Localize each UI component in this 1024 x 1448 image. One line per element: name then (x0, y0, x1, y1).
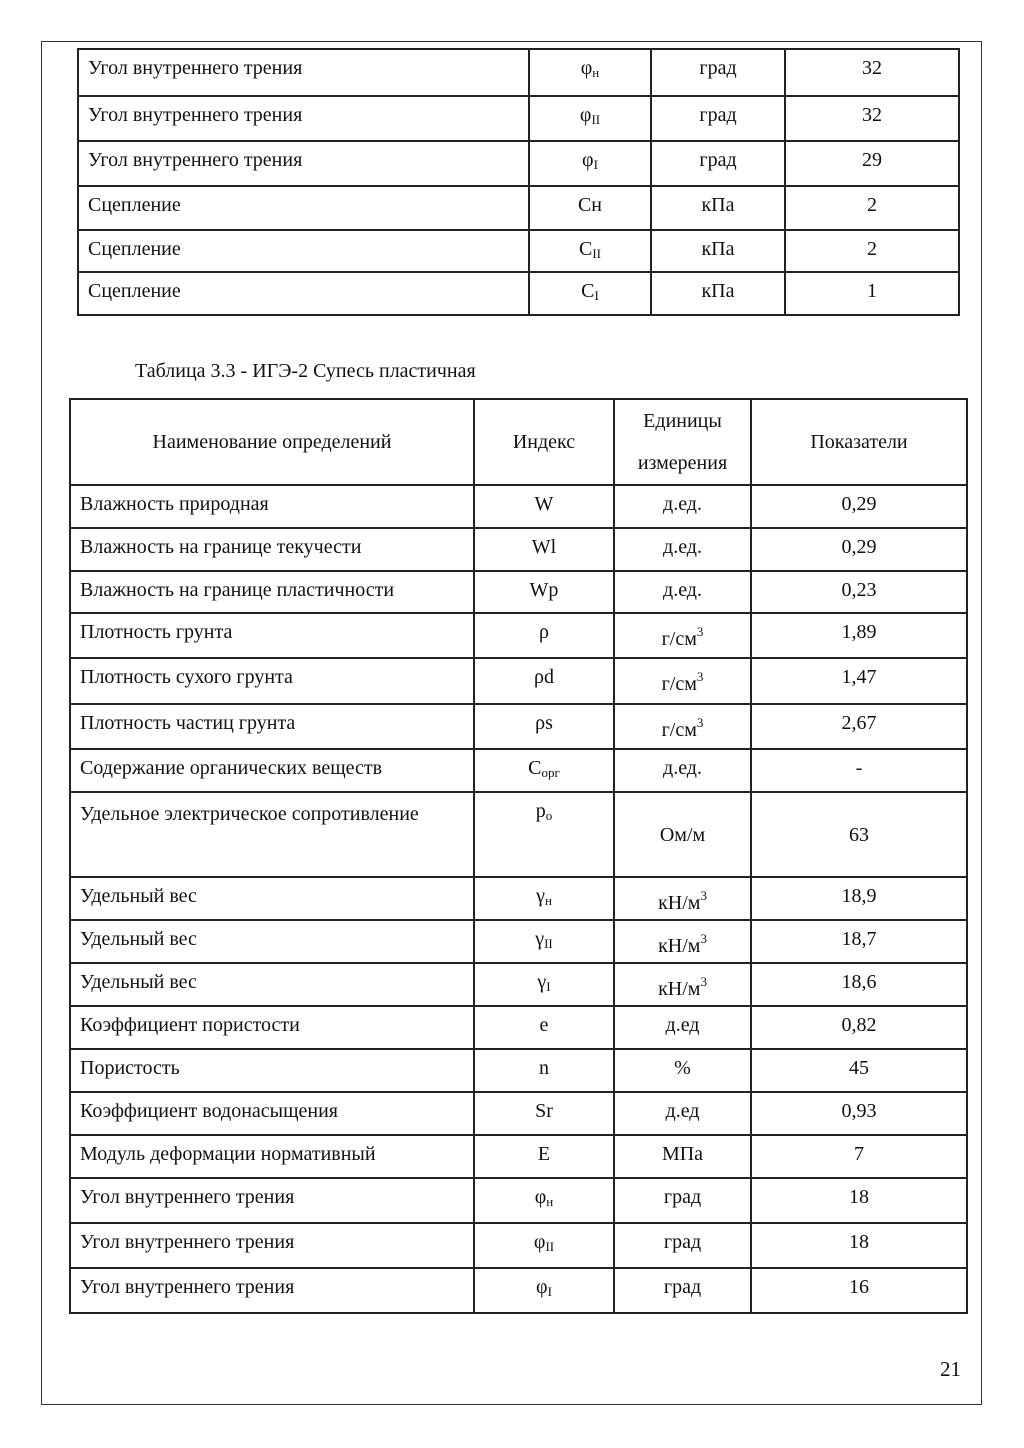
cell-name: Модуль деформации нормативный (80, 1143, 376, 1165)
cell-value: 29 (862, 149, 882, 171)
cell-value: 2,67 (841, 712, 877, 734)
cell-value (785, 230, 959, 272)
table-row (70, 1135, 967, 1178)
cell-sub: н (592, 65, 600, 80)
cell-value: 0,82 (841, 1014, 877, 1036)
cell-index (529, 96, 651, 141)
cell-name: Угол внутреннего трения (88, 57, 303, 79)
cell-unit (614, 1268, 751, 1313)
cell-unit: град (663, 1276, 702, 1298)
header-units: Единицы измерения (614, 399, 751, 485)
cell-name: Пористость (80, 1057, 180, 1079)
table-3-3 (69, 398, 968, 1314)
cell-name (70, 613, 474, 658)
cell-unit (651, 186, 785, 230)
cell-name (70, 1268, 474, 1313)
cell-index: φ (536, 1276, 548, 1298)
cell-name: Удельный вес (80, 971, 197, 993)
cell-index (474, 749, 614, 792)
cell-value: 18 (849, 1186, 869, 1208)
cell-index (474, 613, 614, 658)
cell-unit: МПа (661, 1143, 704, 1165)
header-index: Индекс (474, 399, 614, 485)
cell-unit (614, 613, 751, 658)
cell-index: φ (534, 1186, 547, 1208)
cell-unit: кН/м (658, 935, 701, 957)
cell-value (751, 792, 967, 877)
cell-value (751, 1135, 967, 1178)
cell-unit: кПа (701, 238, 735, 260)
cell-index (529, 186, 651, 230)
cell-index (474, 658, 614, 704)
cell-name (70, 1223, 474, 1268)
cell-name: Сцепление (88, 238, 181, 260)
cell-unit (651, 230, 785, 272)
cell-name: Угол внутреннего трения (80, 1276, 295, 1298)
cell-unit: кН/м (658, 978, 701, 1000)
cell-index (474, 1223, 614, 1268)
cell-name (70, 792, 474, 877)
cell-value (785, 96, 959, 141)
cell-value (751, 877, 967, 920)
cell-index (474, 1178, 614, 1223)
cell-name (70, 704, 474, 749)
table-row (70, 792, 967, 877)
cell-unit (651, 141, 785, 186)
table-row (78, 49, 959, 96)
cell-index: φ (579, 104, 592, 126)
cell-index (474, 1006, 614, 1049)
cell-index: С (578, 238, 593, 260)
cell-unit (614, 1223, 751, 1268)
cell-index (529, 49, 651, 96)
cell-sup: 3 (696, 624, 704, 639)
cell-value (751, 1092, 967, 1135)
cell-value (751, 920, 967, 963)
cell-value (751, 1223, 967, 1268)
cell-value: 2 (867, 194, 877, 216)
cell-unit: г/см (661, 628, 697, 650)
cell-unit (614, 1178, 751, 1223)
cell-value (785, 272, 959, 315)
cell-value: 1 (867, 280, 877, 302)
cell-value: 18,6 (841, 971, 877, 993)
cell-name (70, 485, 474, 528)
cell-index: φ (582, 149, 594, 171)
cell-index (474, 704, 614, 749)
table-row (70, 920, 967, 963)
cell-name: Угол внутреннего трения (80, 1231, 295, 1253)
table-row (70, 749, 967, 792)
cell-unit (614, 571, 751, 613)
cell-value: 0,29 (841, 493, 877, 515)
cell-unit: д.ед. (663, 579, 702, 601)
cell-index (529, 272, 651, 315)
cell-unit: град (699, 104, 737, 126)
cell-unit (651, 49, 785, 96)
cell-name: Удельный вес (80, 928, 197, 950)
cell-index: ρs (535, 712, 553, 734)
cell-unit: град (663, 1186, 702, 1208)
cell-value (751, 1178, 967, 1223)
cell-unit: д.ед. (663, 536, 702, 558)
cell-index: φ (580, 57, 593, 79)
cell-index (474, 920, 614, 963)
cell-value: - (855, 757, 863, 779)
cell-unit (614, 1092, 751, 1135)
cell-name: Сцепление (88, 280, 181, 302)
cell-unit (651, 272, 785, 315)
cell-unit: д.ед. (663, 757, 702, 779)
cell-name (70, 1178, 474, 1223)
table-row (70, 1268, 967, 1313)
cell-index: γ (537, 971, 547, 993)
cell-unit (614, 877, 751, 920)
cell-value (751, 749, 967, 792)
table-header-row (70, 399, 967, 485)
cell-value (751, 613, 967, 658)
cell-index: ρd (534, 666, 554, 688)
cell-index (474, 1092, 614, 1135)
cell-value: 0,23 (841, 579, 877, 601)
cell-index: С (581, 280, 595, 302)
cell-sub: I (547, 1284, 552, 1299)
cell-sub: II (545, 1239, 555, 1254)
cell-index (474, 528, 614, 571)
cell-unit: г/см (661, 719, 697, 741)
cell-sup: 3 (696, 715, 704, 730)
cell-unit (614, 1006, 751, 1049)
cell-name: Удельный вес (80, 885, 197, 907)
table-row (70, 1178, 967, 1223)
cell-name (78, 272, 529, 315)
cell-name (70, 571, 474, 613)
cell-value (751, 704, 967, 749)
cell-name: Коэффициент водонасыщения (80, 1100, 338, 1122)
table-row (70, 1049, 967, 1092)
cell-sub: н (544, 893, 552, 908)
cell-index: Sr (535, 1100, 553, 1122)
header-values: Показатели (751, 399, 967, 485)
cell-value (785, 141, 959, 186)
cell-unit: д.ед (665, 1100, 700, 1122)
table-row (78, 186, 959, 230)
cell-value (751, 1006, 967, 1049)
cell-value: 18,9 (841, 885, 877, 907)
table-row (70, 613, 967, 658)
cell-sup: 3 (696, 669, 704, 684)
cell-name (78, 141, 529, 186)
cell-value: 2 (867, 238, 877, 260)
cell-index (474, 1049, 614, 1092)
cell-name: Коэффициент пористости (80, 1014, 300, 1036)
table-row (70, 1092, 967, 1135)
cell-value: 1,89 (841, 621, 877, 643)
cell-unit (651, 96, 785, 141)
cell-unit (614, 963, 751, 1006)
cell-unit (614, 1049, 751, 1092)
table-row (70, 485, 967, 528)
cell-index: n (539, 1057, 549, 1079)
header-name: Наименование определений (70, 399, 474, 485)
cell-index (474, 571, 614, 613)
cell-value (751, 1049, 967, 1092)
cell-value: 16 (849, 1276, 869, 1298)
cell-index: γ (536, 885, 545, 907)
cell-sup: 3 (700, 931, 707, 946)
cell-index: γ (535, 928, 545, 950)
cell-index (529, 141, 651, 186)
cell-name: Влажность на границе текучести (80, 536, 362, 558)
cell-index: e (539, 1014, 549, 1036)
cell-name (70, 877, 474, 920)
cell-index: Сн (577, 194, 603, 216)
cell-name: Содержание органических веществ (80, 757, 383, 779)
cell-name (70, 1049, 474, 1092)
cell-sub: II (592, 246, 601, 261)
cell-index (474, 877, 614, 920)
cell-unit (614, 792, 751, 877)
cell-index (474, 792, 614, 877)
cell-sup: 3 (700, 888, 707, 903)
cell-sub: орг (541, 765, 560, 780)
cell-value (751, 485, 967, 528)
cell-index (529, 230, 651, 272)
cell-unit (614, 658, 751, 704)
cell-name (70, 1006, 474, 1049)
cell-value (751, 658, 967, 704)
cell-index (474, 1135, 614, 1178)
cell-sub: I (546, 979, 551, 994)
cell-name (70, 749, 474, 792)
cell-name (70, 528, 474, 571)
cell-sub: н (546, 1194, 554, 1209)
cell-sub: II (591, 112, 601, 127)
table-row (70, 877, 967, 920)
cell-value: 7 (854, 1143, 864, 1165)
cell-name: Влажность на границе пластичности (80, 579, 395, 601)
cell-unit (614, 1135, 751, 1178)
cell-name (78, 49, 529, 96)
cell-sub: II (544, 936, 553, 951)
cell-name: Угол внутреннего трения (80, 1186, 295, 1208)
cell-value (785, 49, 959, 96)
table-row (70, 704, 967, 749)
cell-unit: кН/м (658, 892, 701, 914)
cell-name (70, 658, 474, 704)
table-continued (77, 48, 960, 316)
cell-index: E (537, 1143, 551, 1165)
cell-unit (614, 485, 751, 528)
cell-unit: % (674, 1057, 691, 1079)
cell-unit: град (699, 149, 737, 171)
cell-value (751, 571, 967, 613)
cell-index: p (535, 800, 546, 822)
cell-value (785, 186, 959, 230)
cell-name: Угол внутреннего трения (88, 149, 303, 171)
cell-value: 18 (849, 1231, 869, 1253)
cell-unit (614, 704, 751, 749)
cell-sub: I (593, 157, 598, 172)
cell-value: 0,29 (841, 536, 877, 558)
cell-value: 1,47 (841, 666, 877, 688)
table-row (70, 528, 967, 571)
cell-name (70, 963, 474, 1006)
cell-name: Сцепление (88, 194, 181, 216)
cell-value: 32 (862, 57, 882, 79)
cell-sub: I (594, 288, 599, 303)
table-row (78, 230, 959, 272)
cell-value: 18,7 (841, 928, 877, 950)
cell-unit: град (699, 57, 737, 79)
cell-name: Плотность грунта (80, 621, 233, 643)
cell-index: С (528, 757, 542, 779)
table-row (70, 1223, 967, 1268)
cell-unit: град (663, 1231, 702, 1253)
cell-unit (614, 920, 751, 963)
cell-name: Плотность сухого грунта (80, 666, 293, 688)
table-row (70, 963, 967, 1006)
cell-unit: г/см (661, 673, 697, 695)
cell-unit: кПа (701, 194, 735, 216)
cell-value: 0,93 (841, 1100, 877, 1122)
cell-index (474, 485, 614, 528)
cell-index: Wl (531, 536, 557, 558)
cell-name (70, 1092, 474, 1135)
cell-sup: 3 (700, 974, 707, 989)
cell-name (78, 186, 529, 230)
cell-unit (614, 528, 751, 571)
cell-index: φ (533, 1231, 546, 1253)
cell-name (70, 1135, 474, 1178)
cell-index: Wp (529, 579, 559, 601)
cell-value: 32 (862, 104, 882, 126)
table-row (70, 571, 967, 613)
cell-value (751, 963, 967, 1006)
cell-name: Влажность природная (80, 493, 269, 515)
cell-name (78, 230, 529, 272)
cell-unit (614, 749, 751, 792)
table-row (78, 272, 959, 315)
cell-index (474, 1268, 614, 1313)
cell-name: Удельное электрическое сопротивление (80, 803, 419, 825)
cell-value (751, 528, 967, 571)
cell-name (70, 920, 474, 963)
cell-unit: Ом/м (659, 823, 706, 846)
cell-value (751, 1268, 967, 1313)
table-row (78, 141, 959, 186)
table-caption: Таблица 3.3 - ИГЭ-2 Супесь пластичная (135, 360, 476, 382)
cell-value: 45 (849, 1057, 869, 1079)
page-number: 21 (940, 1357, 961, 1381)
cell-unit: д.ед (665, 1014, 700, 1036)
cell-index: W (534, 493, 554, 515)
cell-index (474, 963, 614, 1006)
cell-name: Угол внутреннего трения (88, 104, 303, 126)
cell-name (78, 96, 529, 141)
table-row (78, 96, 959, 141)
table-row (70, 1006, 967, 1049)
table-row (70, 658, 967, 704)
cell-sub: o (545, 808, 553, 823)
cell-value: 63 (849, 823, 869, 846)
cell-index: ρ (539, 621, 549, 643)
cell-unit: кПа (701, 280, 735, 302)
cell-name: Плотность частиц грунта (80, 712, 296, 734)
cell-unit: д.ед. (663, 493, 702, 515)
